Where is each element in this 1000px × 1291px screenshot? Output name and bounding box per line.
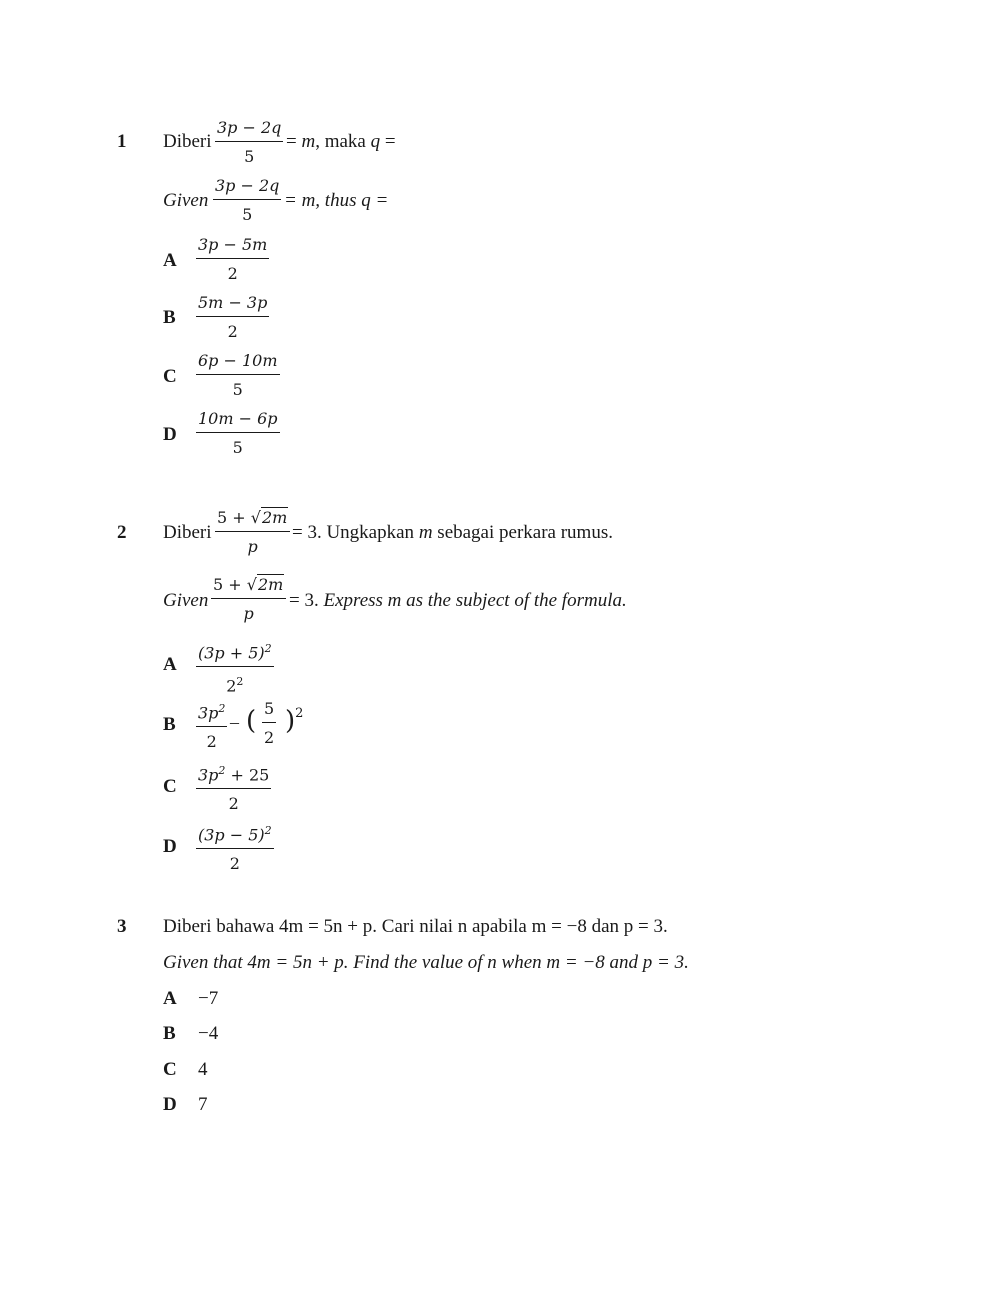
question-english-lead: Given (163, 590, 209, 611)
question-malay-lead: Diberi (163, 131, 212, 152)
option-fraction (196, 409, 280, 458)
option-fraction (196, 761, 271, 814)
fraction-denominator: 5 (232, 380, 243, 399)
fraction-denominator: 2 (228, 794, 239, 814)
option-value: −4 (198, 1023, 219, 1044)
fraction-denominator: 2 (264, 728, 275, 747)
question-number: 3 (117, 916, 127, 937)
open-paren: ( (246, 706, 257, 736)
option-fraction (196, 821, 274, 874)
fraction-numerator: $3p^2 + 25$ (196, 761, 271, 789)
option-label: A (163, 654, 177, 675)
option-label: C (163, 1059, 177, 1080)
fraction-denominator: 2 (206, 732, 217, 752)
fraction-numerator: 3p − 5m (196, 235, 269, 259)
option-fraction-2 (262, 699, 276, 748)
fraction-denominator: 2 (227, 264, 238, 283)
option-fraction (196, 351, 280, 400)
sqrt-sign: √ (250, 508, 261, 527)
given-fraction (215, 118, 283, 167)
question-english-tail: = 3. Express m as the subject of the formula. (289, 590, 627, 611)
option-label: B (163, 714, 176, 735)
close-paren: )$^2$ (285, 706, 304, 736)
question-english-tail: = m, thus q = (284, 190, 389, 211)
given-fraction-english (213, 176, 281, 225)
option-label: D (163, 1094, 177, 1115)
question-english-lead: Given (163, 190, 209, 211)
fraction-numerator: $(3p - 5)^2$ (196, 821, 274, 849)
option-value: −7 (198, 988, 219, 1009)
question-malay-tail: = m, maka q = (286, 131, 396, 152)
fraction-denominator: 2 (227, 322, 238, 341)
fraction-numerator: 5 + √2m (211, 575, 286, 599)
fraction-numerator: 5m − 3p (196, 293, 269, 317)
option-label: D (163, 424, 177, 445)
option-label: B (163, 307, 176, 328)
question-malay-lead: Diberi (163, 522, 212, 543)
question-english-text: Given that 4m = 5n + p. Find the value of n when m = −8 and p = 3. (163, 952, 689, 973)
question-number: 2 (117, 522, 127, 543)
given-fraction (215, 508, 290, 557)
option-label: C (163, 366, 177, 387)
fraction-denominator: 2 (229, 854, 240, 874)
fraction-numerator: 3p − 2q (213, 176, 281, 200)
option-label: C (163, 776, 177, 797)
given-fraction-english (211, 575, 286, 624)
option-fraction (196, 639, 274, 697)
fraction-denominator: $2^2$ (226, 675, 244, 696)
fraction-numerator: 6p − 10m (196, 351, 280, 375)
option-value: 4 (198, 1059, 208, 1080)
option-label: A (163, 250, 177, 271)
sqrt-sign: √ (246, 575, 257, 594)
fraction-numerator: $3p^2$ (196, 699, 227, 727)
minus-sign: – (230, 712, 239, 732)
fraction-denominator: p (247, 537, 258, 556)
question-number: 1 (117, 131, 127, 152)
fraction-numerator: 5 + √2m (215, 508, 290, 532)
fraction-denominator: p (243, 604, 254, 623)
option-label: A (163, 988, 177, 1009)
fraction-numerator: 10m − 6p (196, 409, 280, 433)
option-fraction-1 (196, 699, 227, 752)
option-fraction (196, 235, 269, 284)
option-label: B (163, 1023, 176, 1044)
fraction-denominator: 5 (242, 205, 253, 224)
fraction-numerator: $(3p + 5)^2$ (196, 639, 274, 667)
question-malay-text: Diberi bahawa 4m = 5n + p. Cari nilai n apabila m = −8 dan p = 3. (163, 916, 668, 937)
option-value: 7 (198, 1094, 208, 1115)
option-label: D (163, 836, 177, 857)
fraction-numerator: 5 (262, 699, 276, 723)
fraction-denominator: 5 (232, 438, 243, 457)
question-malay-tail: = 3. Ungkapkan m sebagai perkara rumus. (292, 522, 613, 543)
option-fraction (196, 293, 269, 342)
fraction-numerator: 3p − 2q (215, 118, 283, 142)
fraction-denominator: 5 (244, 147, 255, 166)
